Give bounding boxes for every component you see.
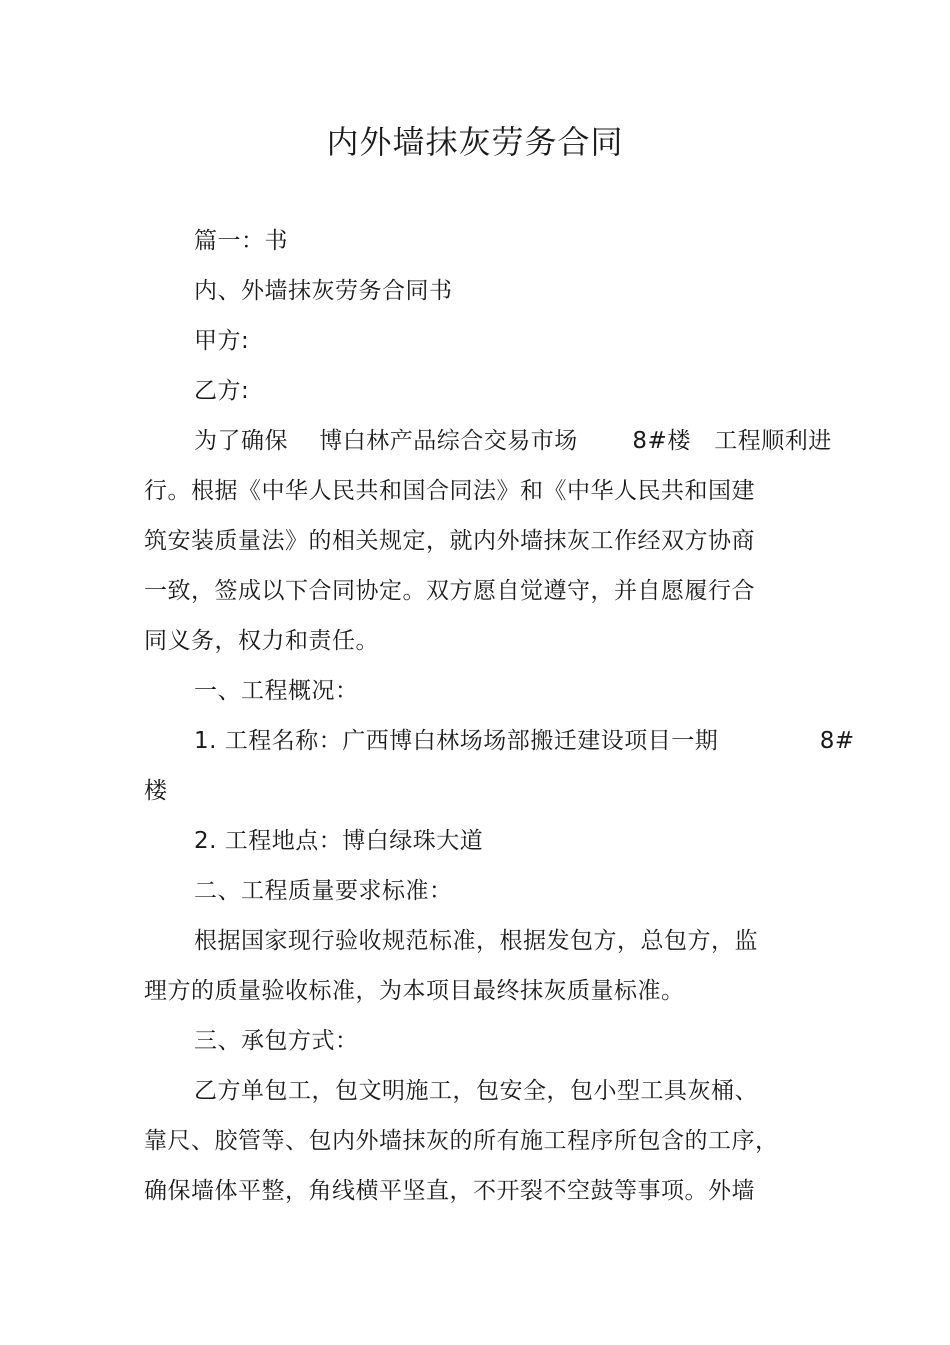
party-a-label: 甲方: [194, 328, 250, 354]
document-title: 内外墙抹灰劳务合同 [326, 123, 624, 161]
paragraph-line: 根据国家现行验收规范标准，根据发包方，总包方，监 [194, 928, 758, 954]
paragraph-line: 2. 工程地点：博白绿珠大道 [194, 828, 484, 854]
paragraph-line: 同义务，权力和责任。 [144, 628, 379, 654]
party-b-label: 乙方: [194, 378, 250, 404]
paragraph-line: 楼 [144, 778, 168, 804]
paragraph-line: 筑安装质量法》的相关规定，就内外墙抹灰工作经双方协商 [144, 528, 755, 554]
contract-name: 内、外墙抹灰劳务合同书 [194, 278, 453, 304]
section-heading: 三、承包方式： [194, 1028, 359, 1054]
section-heading: 二、工程质量要求标准： [194, 878, 453, 904]
section-heading: 一、工程概况： [194, 678, 359, 704]
paragraph-line: 行。根据《中华人民共和国合同法》和《中华人民共和国建 [144, 478, 755, 504]
paragraph-line: 1. 工程名称：广西博白林场场部搬迁建设项目一期 8# [194, 728, 855, 754]
paragraph-line: 一致，签成以下合同协定。双方愿自觉遵守，并自愿履行合 [144, 578, 755, 604]
paragraph-line: 靠尺、胶管等、包内外墙抹灰的所有施工程序所包含的工序， [144, 1128, 779, 1154]
paragraph-line: 为了确保 博白林产品综合交易市场 8#楼 工程顺利进 [194, 428, 832, 454]
section-heading: 篇一：书 [194, 228, 288, 254]
paragraph-line: 乙方单包工，包文明施工，包安全，包小型工具灰桶、 [194, 1078, 758, 1104]
paragraph-line: 理方的质量验收标准，为本项目最终抹灰质量标准。 [144, 978, 685, 1004]
paragraph-line: 确保墙体平整，角线横平坚直，不开裂不空鼓等事项。外墙 [144, 1178, 755, 1204]
